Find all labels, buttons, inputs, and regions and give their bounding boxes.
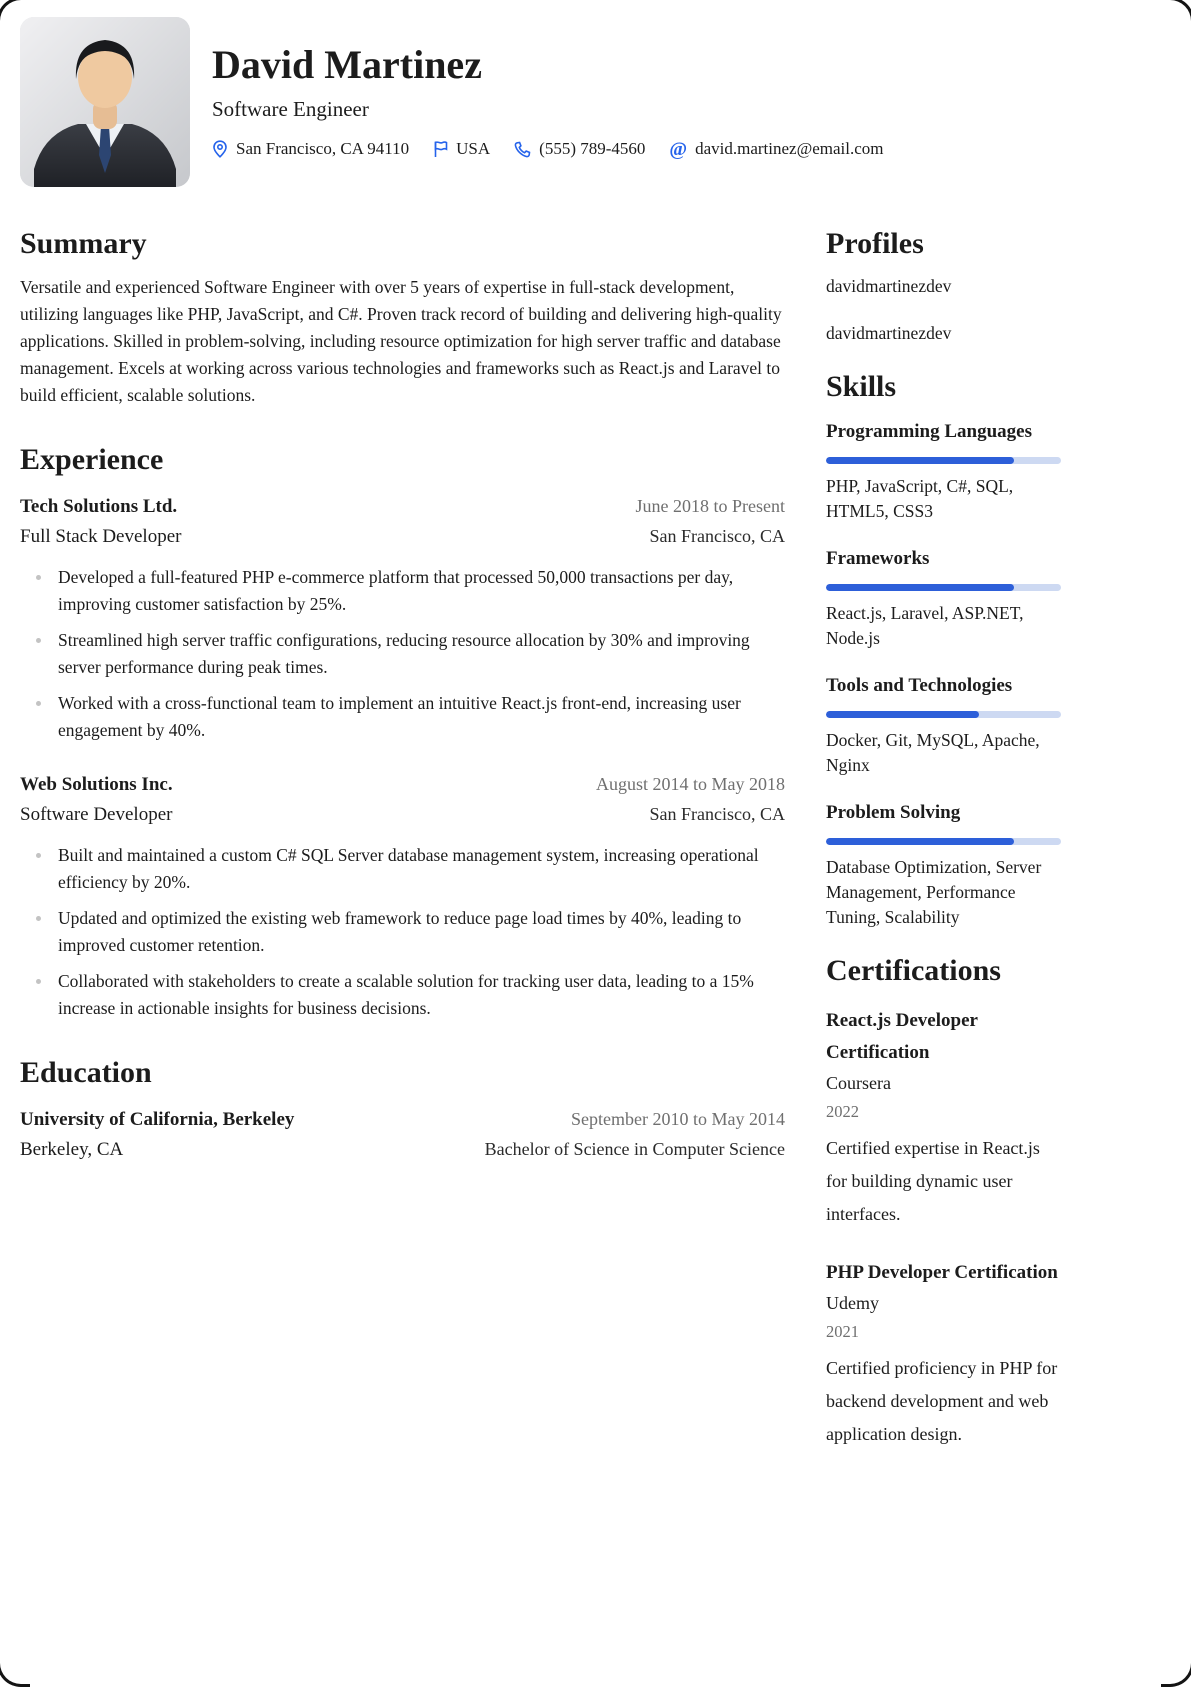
job-header-row xyxy=(20,774,785,796)
summary-section xyxy=(20,227,785,409)
certification-title: React.js Developer Certification xyxy=(826,1010,978,1063)
contact-email xyxy=(669,139,883,159)
profiles-list xyxy=(826,276,1061,344)
resume-header xyxy=(20,17,1191,187)
job-bullet: Streamlined high server traffic configurations, reducing resource allocation by 30% and improving server performance during peak times. xyxy=(20,627,785,681)
certification-entry xyxy=(826,1005,1061,1231)
job-subheader-row xyxy=(20,526,785,548)
company-name: Web Solutions Inc. xyxy=(20,774,173,795)
company-name: Tech Solutions Ltd. xyxy=(20,496,178,517)
job-bullet: Built and maintained a custom C# SQL Server database management system, increasing operational efficiency by 20%. xyxy=(20,842,785,896)
summary-heading: Summary xyxy=(20,227,147,260)
certification-description: Certified proficiency in PHP for backend development and web application design. xyxy=(826,1358,1058,1444)
skill-entry xyxy=(826,675,1061,778)
certification-entry xyxy=(826,1257,1061,1451)
contact-phone-text: (555) 789-4560 xyxy=(539,139,646,158)
job-entry xyxy=(20,774,785,1022)
phone-icon xyxy=(514,141,531,158)
education-section xyxy=(20,1056,785,1161)
summary-text: Versatile and experienced Software Engineer with over 5 years of expertise in full-stack development, utilizing languages like PHP, JavaScript, and C#. Proven track record of building and delivering high-quality applications. Skilled in problem-solving, including resource optimization for high server traffic and database management. Excels at working across various technologies and frameworks such as React.js and Laravel to build efficient, scalable solutions. xyxy=(20,277,782,405)
certification-description: Certified expertise in React.js for building dynamic user interfaces. xyxy=(826,1138,1040,1224)
job-dates: June 2018 to Present xyxy=(635,496,785,516)
job-dates: August 2014 to May 2018 xyxy=(596,774,785,794)
degree: Bachelor of Science in Computer Science xyxy=(484,1139,785,1159)
job-bullet: Developed a full-featured PHP e-commerce platform that processed 50,000 transactions per day, improving customer satisfaction by 25%. xyxy=(20,564,785,618)
window-corner-bottom-left xyxy=(0,1654,30,1687)
job-bullet-list xyxy=(20,842,785,1022)
skill-keywords: Database Optimization, Server Management, Performance Tuning, Scalability xyxy=(826,857,1042,927)
skill-entry xyxy=(826,421,1061,524)
window-corner-bottom-right xyxy=(1161,1654,1191,1687)
certification-title: PHP Developer Certification xyxy=(826,1262,1058,1283)
flag-icon xyxy=(433,140,448,158)
certification-year: 2022 xyxy=(826,1102,859,1121)
profile-username: davidmartinezdev xyxy=(826,276,952,296)
contact-country-text: USA xyxy=(456,139,491,158)
contact-country xyxy=(433,139,490,159)
job-header-row xyxy=(20,496,785,518)
job-bullet: Worked with a cross-functional team to implement an intuitive React.js front-end, increasing user engagement by 40%. xyxy=(20,690,785,744)
skill-name: Frameworks xyxy=(826,548,930,569)
skills-section xyxy=(826,370,1061,930)
education-header-row xyxy=(20,1109,785,1131)
skill-entry xyxy=(826,802,1061,930)
profiles-heading: Profiles xyxy=(826,227,924,260)
certifications-heading: Certifications xyxy=(826,954,1001,987)
job-subheader-row xyxy=(20,804,785,826)
experience-heading: Experience xyxy=(20,443,164,476)
skill-level-fill xyxy=(826,584,1014,591)
education-heading: Education xyxy=(20,1056,152,1089)
education-entry xyxy=(20,1109,785,1161)
skill-level-fill xyxy=(826,711,979,718)
profile-username: davidmartinezdev xyxy=(826,323,952,343)
education-subheader-row xyxy=(20,1139,785,1161)
skill-entry xyxy=(826,548,1061,651)
experience-section xyxy=(20,443,785,1022)
job-location: San Francisco, CA xyxy=(649,804,785,824)
profile-photo-illustration xyxy=(20,17,190,187)
contact-phone xyxy=(514,139,645,159)
skill-level-bar xyxy=(826,838,1061,845)
certification-year: 2021 xyxy=(826,1322,859,1341)
job-bullet-list xyxy=(20,564,785,744)
person-title: Software Engineer xyxy=(212,97,369,121)
contact-row xyxy=(212,139,884,159)
right-column xyxy=(826,227,1061,1477)
skill-level-bar xyxy=(826,711,1061,718)
skill-level-fill xyxy=(826,838,1014,845)
skill-name: Problem Solving xyxy=(826,802,961,823)
school-location: Berkeley, CA xyxy=(20,1139,124,1160)
profile-photo xyxy=(20,17,190,187)
skill-keywords: PHP, JavaScript, C#, SQL, HTML5, CSS3 xyxy=(826,476,1014,521)
resume-body xyxy=(20,227,1191,1477)
skill-name: Tools and Technologies xyxy=(826,675,1013,696)
person-name: David Martinez xyxy=(212,42,482,87)
school-name: University of California, Berkeley xyxy=(20,1109,295,1130)
certification-issuer: Udemy xyxy=(826,1293,879,1313)
certifications-section xyxy=(826,954,1061,1451)
skill-keywords: Docker, Git, MySQL, Apache, Nginx xyxy=(826,730,1040,775)
email-at-icon: @ xyxy=(669,138,688,160)
education-dates: September 2010 to May 2014 xyxy=(571,1109,785,1129)
job-bullet: Updated and optimized the existing web framework to reduce page load times by 40%, leading to improved customer retention. xyxy=(20,905,785,959)
job-bullet: Collaborated with stakeholders to create a scalable solution for tracking user data, leading to a 15% increase in actionable insights for business decisions. xyxy=(20,968,785,1022)
left-column xyxy=(20,227,785,1477)
job-location: San Francisco, CA xyxy=(649,526,785,546)
skill-level-fill xyxy=(826,457,1014,464)
contact-email-text: david.martinez@email.com xyxy=(695,139,884,158)
contact-location-text: San Francisco, CA 94110 xyxy=(236,139,410,158)
location-pin-icon xyxy=(212,140,228,158)
profiles-section xyxy=(826,227,1061,344)
skill-level-bar xyxy=(826,584,1061,591)
job-entry xyxy=(20,496,785,744)
skill-keywords: React.js, Laravel, ASP.NET, Node.js xyxy=(826,603,1024,648)
job-role: Software Developer xyxy=(20,804,173,825)
skill-level-bar xyxy=(826,457,1061,464)
certification-issuer: Coursera xyxy=(826,1073,891,1093)
contact-location xyxy=(212,139,409,159)
header-text xyxy=(212,17,884,187)
skill-name: Programming Languages xyxy=(826,421,1033,442)
skills-heading: Skills xyxy=(826,370,897,403)
job-role: Full Stack Developer xyxy=(20,526,182,547)
